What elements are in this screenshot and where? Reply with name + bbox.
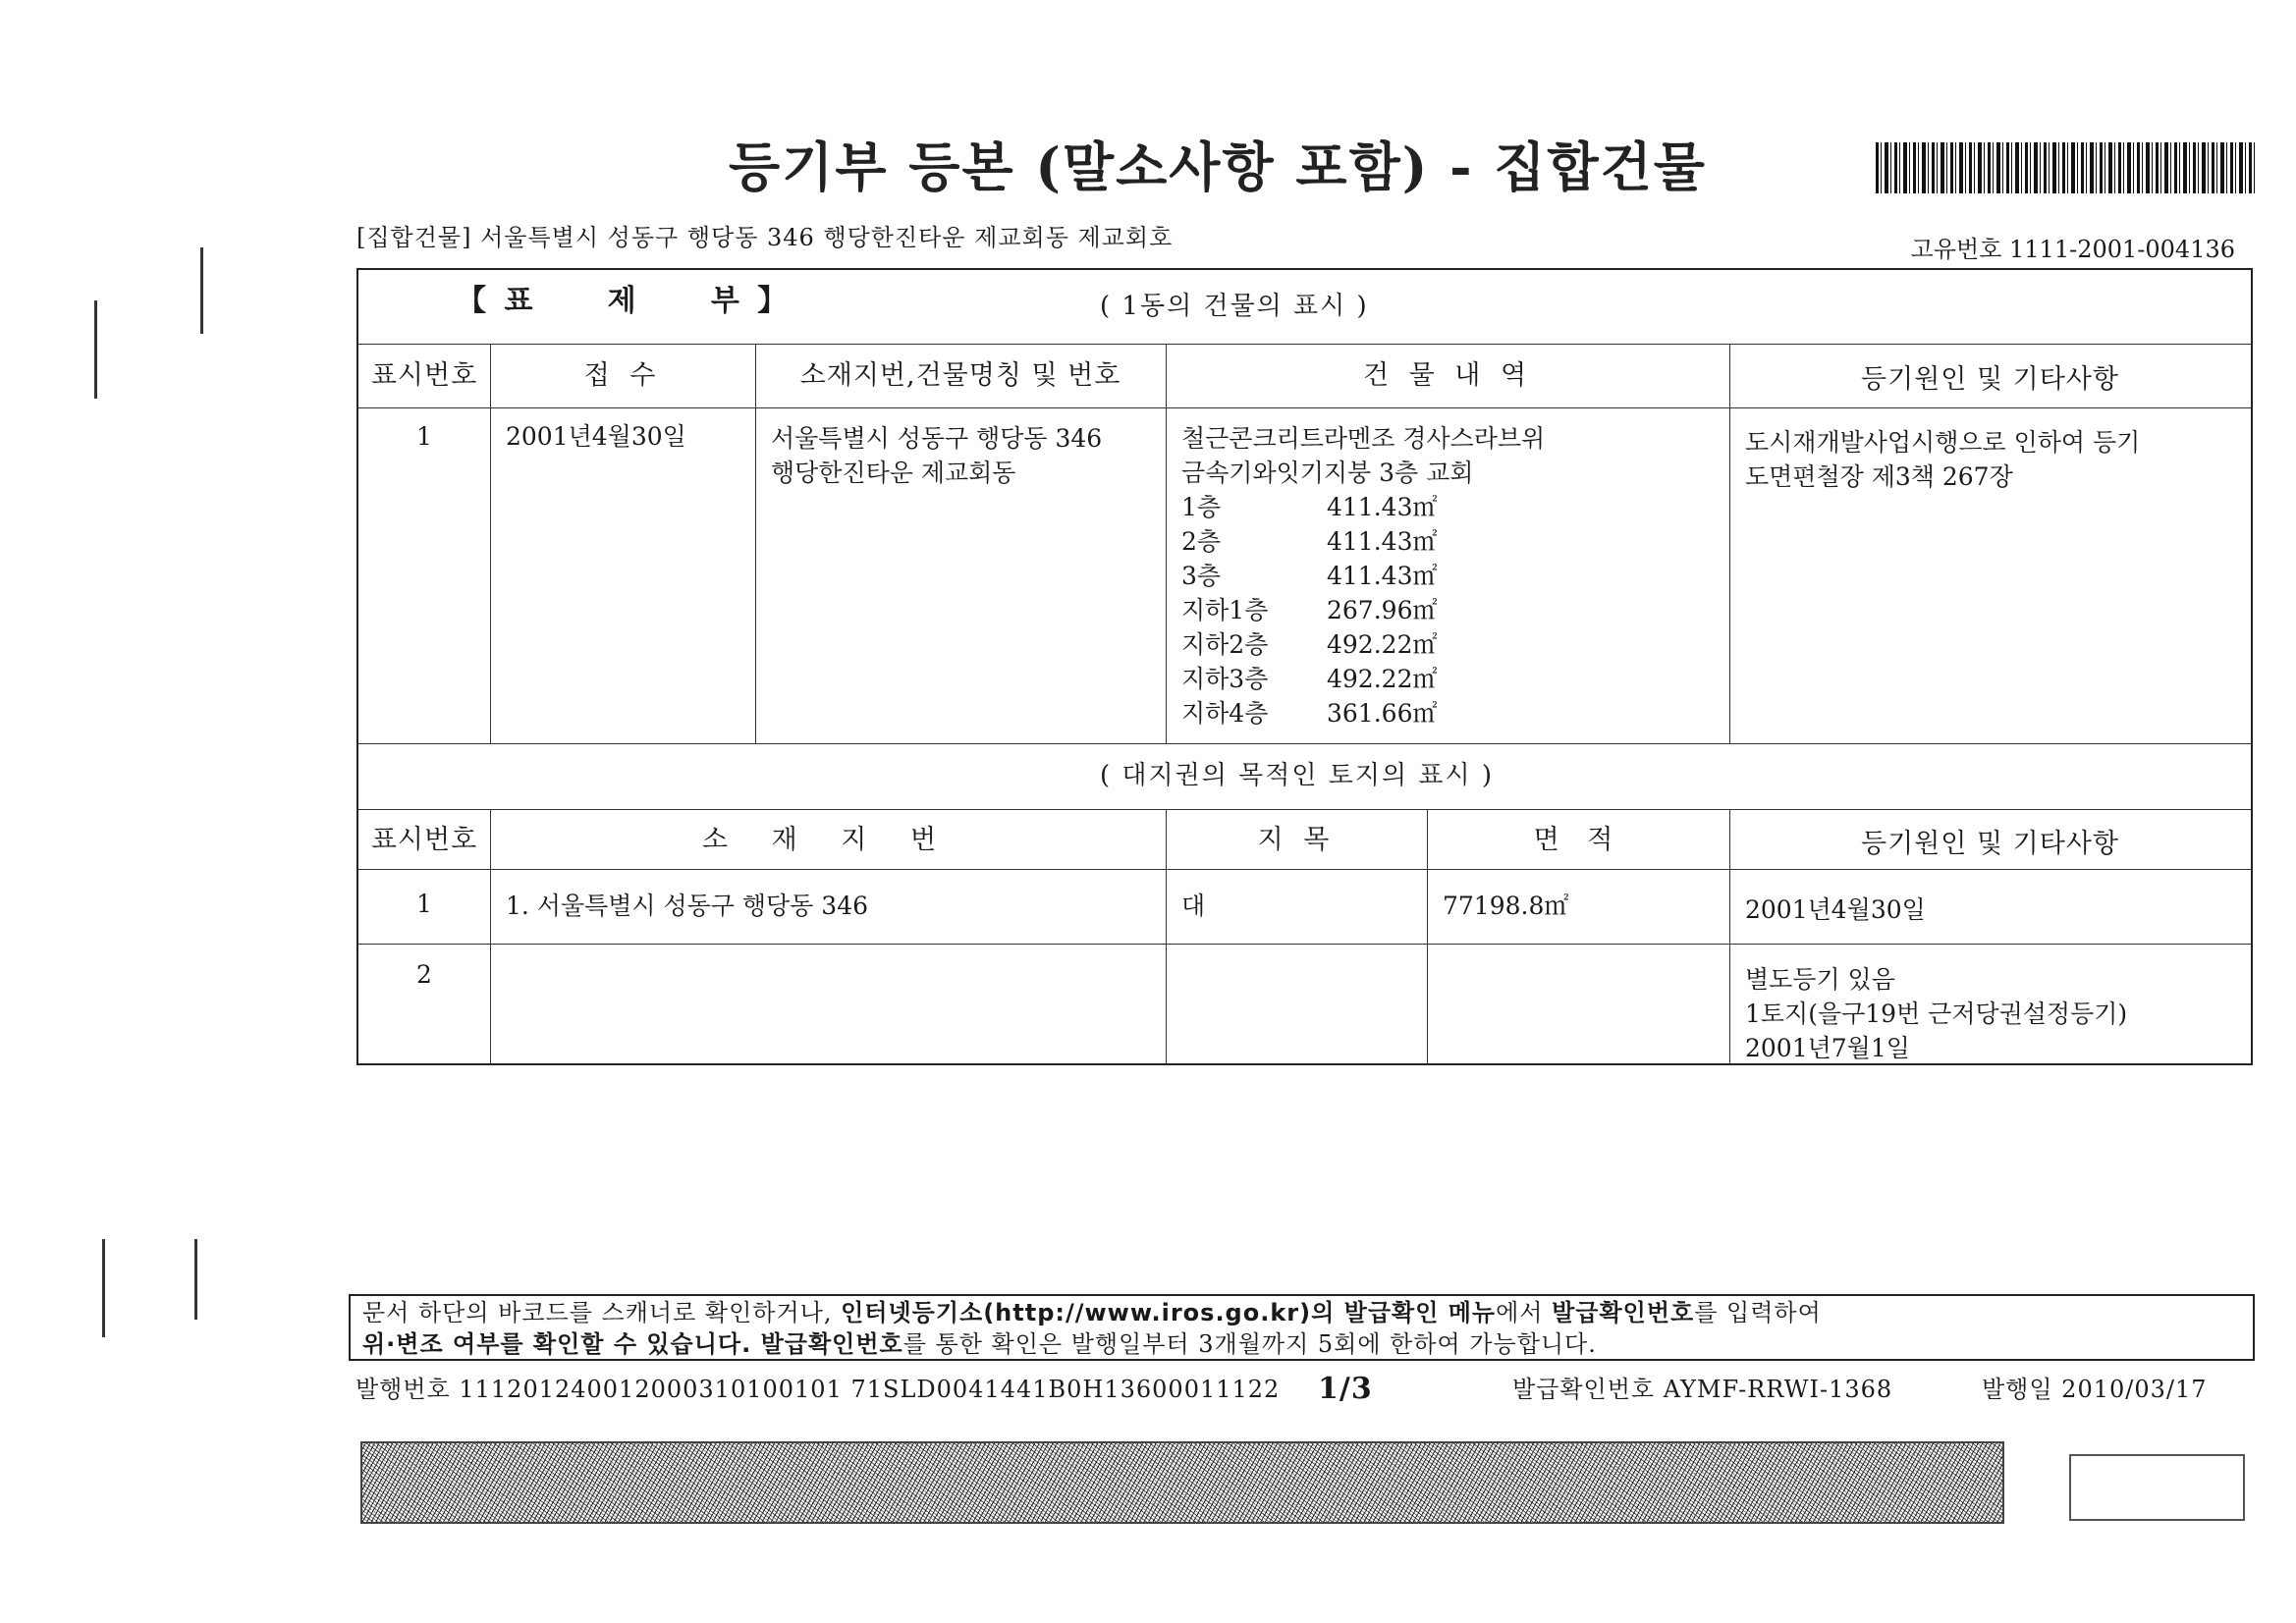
header-location: 소재지번,건물명칭 및 번호 — [799, 360, 1121, 391]
land-row-location: 1. 서울특별시 성동구 행당동 346 — [506, 892, 869, 920]
header-remarks: 등기원인 및 기타사항 — [1861, 364, 2119, 395]
floor-row: 지하2층 492.22㎡ — [1181, 630, 1438, 659]
row-remarks-line1: 도시재개발사업시행으로 인하여 등기 — [1745, 428, 2141, 457]
section-label-pyoje: 【 표 제 부 】 — [457, 284, 792, 318]
land-row-remarks: 2001년4월30일 — [1745, 895, 1926, 924]
barcode-image — [1876, 142, 2257, 193]
row-received-date: 2001년4월30일 — [506, 422, 686, 451]
verification-notice — [349, 1294, 2255, 1361]
row-location-line2: 행당한진타운 제교회동 — [771, 459, 1016, 487]
binder-mark — [94, 300, 97, 399]
land-header-location: 소 재 지 번 — [701, 825, 955, 855]
issue-number: 발행번호 111201240012000310100101 71SLD0041441B0H13600011122 — [355, 1376, 1281, 1403]
binder-mark — [102, 1239, 105, 1337]
land-header-remarks: 등기원인 및 기타사항 — [1861, 829, 2119, 859]
land-row-number: 1 — [416, 890, 432, 918]
floor-row: 2층 411.43㎡ — [1181, 527, 1438, 556]
land-row-remarks-line3: 2001년7월1일 — [1745, 1034, 1910, 1062]
header-display-number: 표시번호 — [370, 360, 478, 391]
page-indicator: 1/3 — [1318, 1372, 1373, 1406]
unique-number: 고유번호 1111-2001-004136 — [1910, 236, 2235, 263]
land-header-display-number: 표시번호 — [370, 825, 478, 855]
verify-number: 발급확인번호 AYMF-RRWI-1368 — [1512, 1376, 1893, 1403]
building-structure-line2: 금속기와잇기지붕 3층 교회 — [1181, 459, 1474, 487]
floor-area-list — [1181, 490, 1474, 730]
header-received: 접 수 — [583, 360, 662, 391]
row-location-line1: 서울특별시 성동구 행당동 346 — [771, 424, 1103, 453]
land-header-area: 면 적 — [1533, 825, 1623, 855]
row-display-number: 1 — [416, 422, 432, 451]
land-header-category: 지 목 — [1257, 825, 1336, 855]
security-barcode — [360, 1441, 2004, 1524]
iros-link-text: 인터넷등기소(http://www.iros.go.kr)의 발급확인 메뉴 — [841, 1299, 1497, 1326]
section-subtitle-land: ( 대지권의 목적인 토지의 표시 ) — [1100, 761, 1495, 790]
binder-mark — [200, 247, 203, 334]
land-row-number: 2 — [416, 960, 432, 989]
header-building-details: 건 물 내 역 — [1362, 360, 1533, 391]
land-row-remarks-line1: 별도등기 있음 — [1745, 965, 1895, 994]
building-structure-line1: 철근콘크리트라멘조 경사스라브위 — [1181, 424, 1546, 453]
floor-row: 3층 411.43㎡ — [1181, 562, 1438, 590]
floor-row: 1층 411.43㎡ — [1181, 493, 1438, 521]
address-line: [집합건물] 서울특별시 성동구 행당동 346 행당한진타운 제교회동 제교회호 — [356, 224, 1174, 251]
notice-line-2: 위·변조 여부를 확인할 수 있습니다. 발급확인번호를 통한 확인은 발행일부터 3개월까지 5회에 한하여 가능합니다. — [362, 1330, 1597, 1358]
issue-date: 발행일 2010/03/17 — [1982, 1376, 2208, 1403]
land-row-area: 77198.8㎡ — [1443, 892, 1569, 920]
seal-box — [2069, 1454, 2245, 1521]
floor-row: 지하4층 361.66㎡ — [1181, 699, 1438, 728]
notice-line-1: 문서 하단의 바코드를 스캐너로 확인하거나, 인터넷등기소(http://www.iros.go.kr)의 발급확인 메뉴에서 발급확인번호를 입력하여 — [362, 1299, 1822, 1326]
row-remarks-line2: 도면편철장 제3책 267장 — [1745, 462, 2013, 491]
section-subtitle-building: ( 1동의 건물의 표시 ) — [1100, 292, 1369, 321]
floor-row: 지하1층 267.96㎡ — [1181, 596, 1438, 624]
document-title: 등기부 등본 (말소사항 포함) - 집합건물 — [729, 135, 1707, 198]
register-table — [356, 268, 2253, 1065]
land-row-remarks-line2: 1토지(을구19번 근저당권설정등기) — [1745, 1000, 2128, 1028]
binder-mark — [194, 1239, 197, 1320]
floor-row: 지하3층 492.22㎡ — [1181, 665, 1438, 693]
land-row-category: 대 — [1181, 892, 1206, 920]
